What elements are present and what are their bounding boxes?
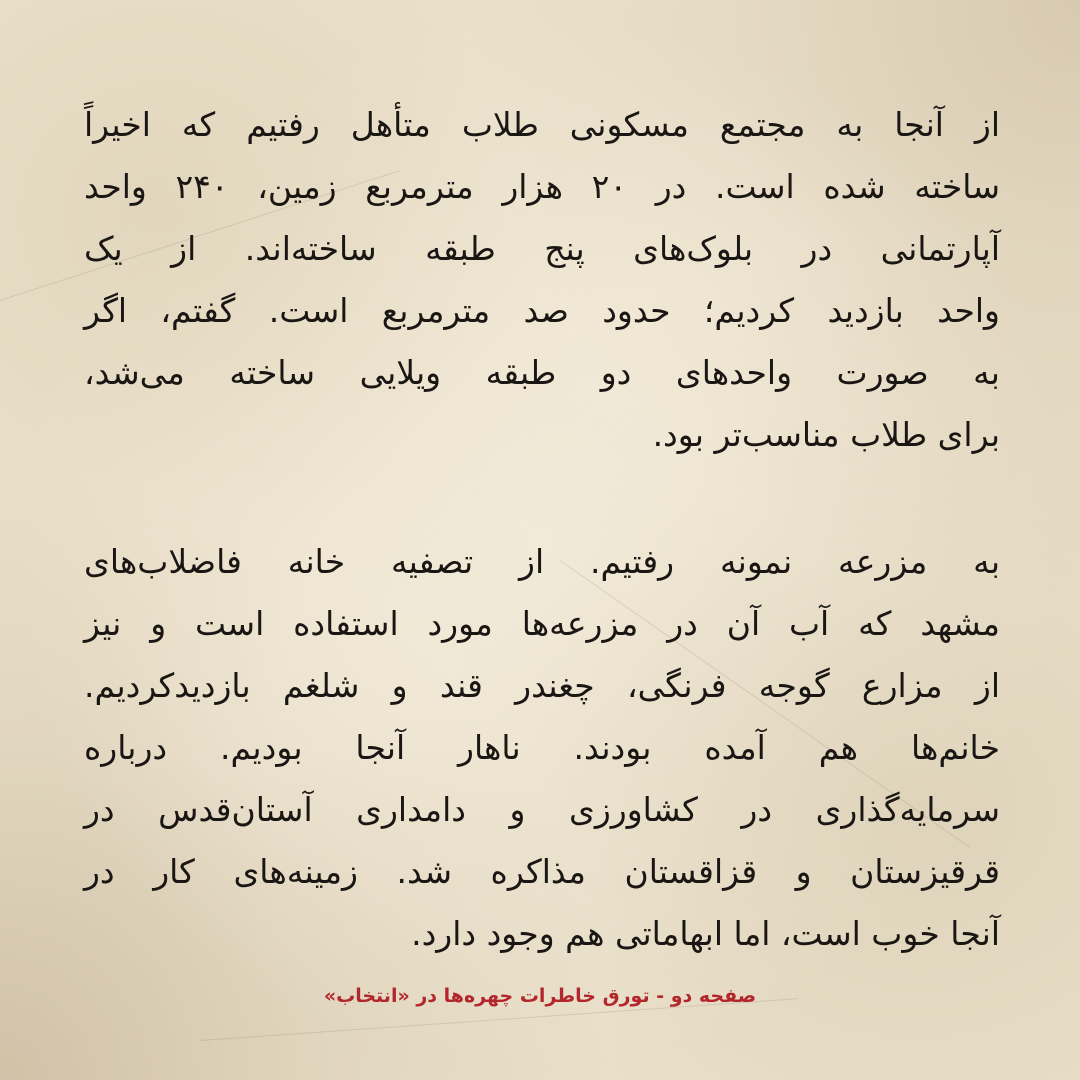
text-line: خانم‌ها هم آمده بودند. ناهار آنجا بودیم. درباره [84, 728, 1000, 767]
text-line: سرمایه‌گذاری در کشاورزی و دامداری آستان‌قدس در [84, 790, 1000, 829]
text-line: آنجا خوب است، اما ابهاماتی هم وجود دارد. [411, 914, 1000, 953]
text-line: از آنجا به مجتمع مسکونی طلاب متأهل رفتیم که اخیراً [84, 105, 1000, 144]
text-line: ساخته شده است. در ۲۰ هزار مترمربع زمین، ۲۴۰ واحد [84, 167, 1000, 206]
paragraph-2 [84, 531, 1000, 965]
text-line: مشهد که آب آن در مزرعه‌ها مورد استفاده است و نیز [84, 604, 1000, 643]
text-line: به مزرعه نمونه رفتیم. از تصفیه خانه فاضلاب‌های [84, 542, 1000, 581]
text-line: برای طلاب مناسب‌تر بود. [652, 415, 1000, 454]
text-line: قرقیزستان و قزاقستان مذاکره شد. زمینه‌های کار در [84, 852, 1000, 891]
text-line: به صورت واحدهای دو طبقه ویلایی ساخته می‌شد، [84, 353, 1000, 392]
text-line: از مزارع گوجه فرنگی، چغندر قند و شلغم بازدیدکردیم. [84, 666, 1000, 705]
text-line: واحد بازدید کردیم؛ حدود صد مترمربع است. گفتم، اگر [84, 291, 1000, 330]
source-footer: صفحه دو - تورق خاطرات چهره‌ها در «انتخاب» [323, 985, 757, 1007]
paragraph-1 [84, 94, 1000, 466]
text-line: آپارتمانی در بلوک‌های پنج طبقه ساخته‌اند. از یک [84, 229, 1000, 268]
